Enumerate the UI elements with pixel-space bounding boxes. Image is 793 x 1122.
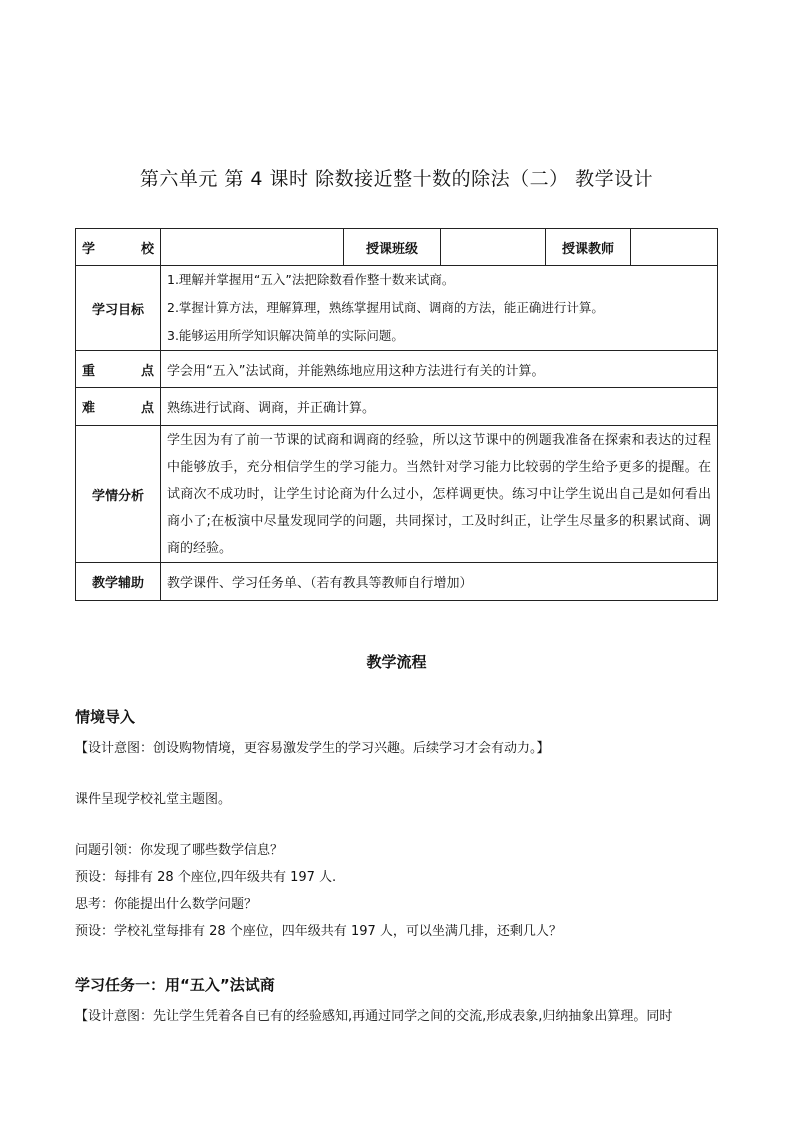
table-row-analysis xyxy=(76,426,718,563)
key-point-text: 学会用“五入”法试商，并能熟练地应用这种方法进行有关的计算。 xyxy=(161,351,718,388)
table-row-school xyxy=(76,229,718,266)
aids-label: 教学辅助 xyxy=(76,563,161,601)
design-intent-task-1: 【设计意图：先让学生凭着各自已有的经验感知,再通过同学之间的交流,形成表象,归纳抽象出算理。同时 xyxy=(75,1009,673,1024)
paragraph-question-1: 问题引领：你发现了哪些数学信息？ xyxy=(75,843,284,858)
table-row-aids xyxy=(76,563,718,601)
paragraph-courseware: 课件呈现学校礼堂主题图。 xyxy=(75,792,232,807)
section-title-intro: 情境导入 xyxy=(75,708,136,726)
aids-text: 教学课件、学习任务单、（若有教具等教师自行增加） xyxy=(161,563,718,601)
design-intent-intro: 【设计意图：创设购物情境，更容易激发学生的学习兴趣。后续学习才会有动力。】 xyxy=(75,741,550,756)
objectives-cell xyxy=(161,266,718,351)
school-label: 学 校 xyxy=(76,229,161,266)
section-title-task-1: 学习任务一：用“五入”法试商 xyxy=(75,976,275,994)
table-row-objectives xyxy=(76,266,718,351)
teacher-label: 授课教师 xyxy=(546,229,631,266)
key-point-label: 重 点 xyxy=(76,351,161,388)
table-row-difficulty xyxy=(76,388,718,426)
objectives-label: 学习目标 xyxy=(76,266,161,351)
class-label: 授课班级 xyxy=(344,229,441,266)
difficulty-text: 熟练进行试商、调商，并正确计算。 xyxy=(161,388,718,426)
paragraph-question-2: 思考：你能提出什么数学问题？ xyxy=(75,897,258,912)
document-title: 第六单元 第 4 课时 除数接近整十数的除法（二） 教学设计 xyxy=(139,168,654,190)
school-value xyxy=(161,229,344,266)
paragraph-preset-1: 预设：每排有 28 个座位,四年级共有 197 人. xyxy=(75,870,337,885)
analysis-label: 学情分析 xyxy=(76,426,161,563)
flow-heading: 教学流程 xyxy=(366,653,427,671)
table-row-key-point xyxy=(76,351,718,388)
paragraph-preset-2: 预设：学校礼堂每排有 28 个座位，四年级共有 197 人，可以坐满几排，还剩几人？ xyxy=(75,924,562,939)
objective-item: 3.能够运用所学知识解决简单的实际问题。 xyxy=(167,328,404,343)
difficulty-label: 难 点 xyxy=(76,388,161,426)
lesson-info-table xyxy=(75,228,718,601)
teacher-value xyxy=(631,229,718,266)
analysis-text: 学生因为有了前一节课的试商和调商的经验，所以这节课中的例题我准备在探索和表达的过程中能够放手，充分相信学生的学习能力。当然针对学习能力比较弱的学生给予更多的提醒。在试商次不成功时，让学生讨论商为什么过小，怎样调更快。练习中让学生说出自己是如何看出商小了;在板演中尽量发现同学的问题，共同探讨，工及时纠正，让学生尽量多的积累试商、调商的经验。 xyxy=(161,426,718,563)
objective-item: 1.理解并掌握用“五入”法把除数看作整十数来试商。 xyxy=(167,272,455,287)
class-value xyxy=(441,229,546,266)
objective-item: 2.掌握计算方法，理解算理，熟练掌握用试商、调商的方法，能正确进行计算。 xyxy=(167,300,604,315)
